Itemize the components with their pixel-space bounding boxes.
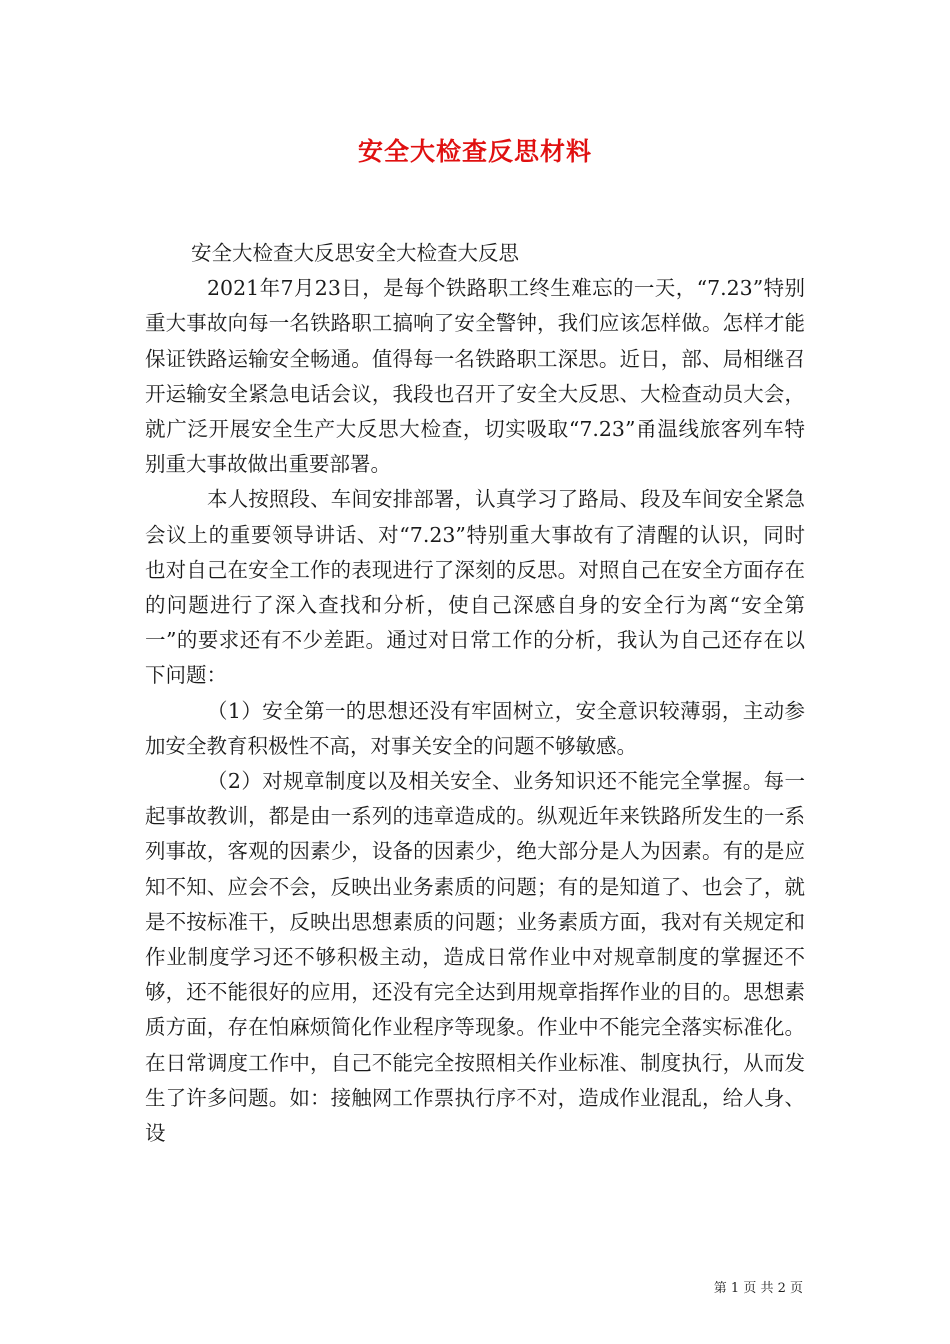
paragraph: 本人按照段、车间安排部署，认真学习了路局、段及车间安全紧急会议上的重要领导讲话、对“7.23”特别重大事故有了清醒的认识，同时也对自己在安全工作的表现进行了深刻的反思。对照自己在安全方面存在的问题进行了深入查找和分析，使自己深感自身的安全行为离“安全第一”的要求还有不少差距。通过对日常工作的分析，我认为自己还存在以下问题： [145, 487, 805, 688]
paragraph: 2021年7月23日，是每个铁路职工终生难忘的一天，“7.23”特别重大事故向每一名铁路职工搞响了安全警钟，我们应该怎样做。怎样才能保证铁路运输安全畅通。值得每一名铁路职工深思。近日，部、局相继召开运输安全紧急电话会议，我段也召开了安全大反思、大检查动员大会，就广泛开展安全生产大反思大检查，切实吸取“7.23”甬温线旅客列车特别重大事故做出重要部署。 [145, 276, 805, 477]
paragraph: （1）安全第一的思想还没有牢固树立，安全意识较薄弱，主动参加安全教育积极性不高，对事关安全的问题不够敏感。 [145, 698, 805, 758]
document-title: 安全大检查反思材料 [357, 137, 592, 166]
page-number-footer: 第 1 页 共 2 页 [713, 1281, 803, 1296]
document-subtitle: 安全大检查大反思安全大检查大反思 [191, 241, 519, 265]
document-body [145, 236, 805, 1151]
paragraph: （2）对规章制度以及相关安全、业务知识还不能完全掌握。每一起事故教训，都是由一系列的违章造成的。纵观近年来铁路所发生的一系列事故，客观的因素少，设备的因素少，绝大部分是人为因素。有的是应知不知、应会不会，反映出业务素质的问题；有的是知道了、也会了，就是不按标准干，反映出思想素质的问题；业务素质方面，我对有关规定和作业制度学习还不够积极主动，造成日常作业中对规章制度的掌握还不够，还不能很好的应用，还没有完全达到用规章指挥作业的目的。思想素质方面，存在怕麻烦简化作业程序等现象。作业中不能完全落实标准化。在日常调度工作中，自己不能完全按照相关作业标准、制度执行，从而发生了许多问题。如：接触网工作票执行序不对，造成作业混乱，给人身、设 [145, 769, 805, 1146]
